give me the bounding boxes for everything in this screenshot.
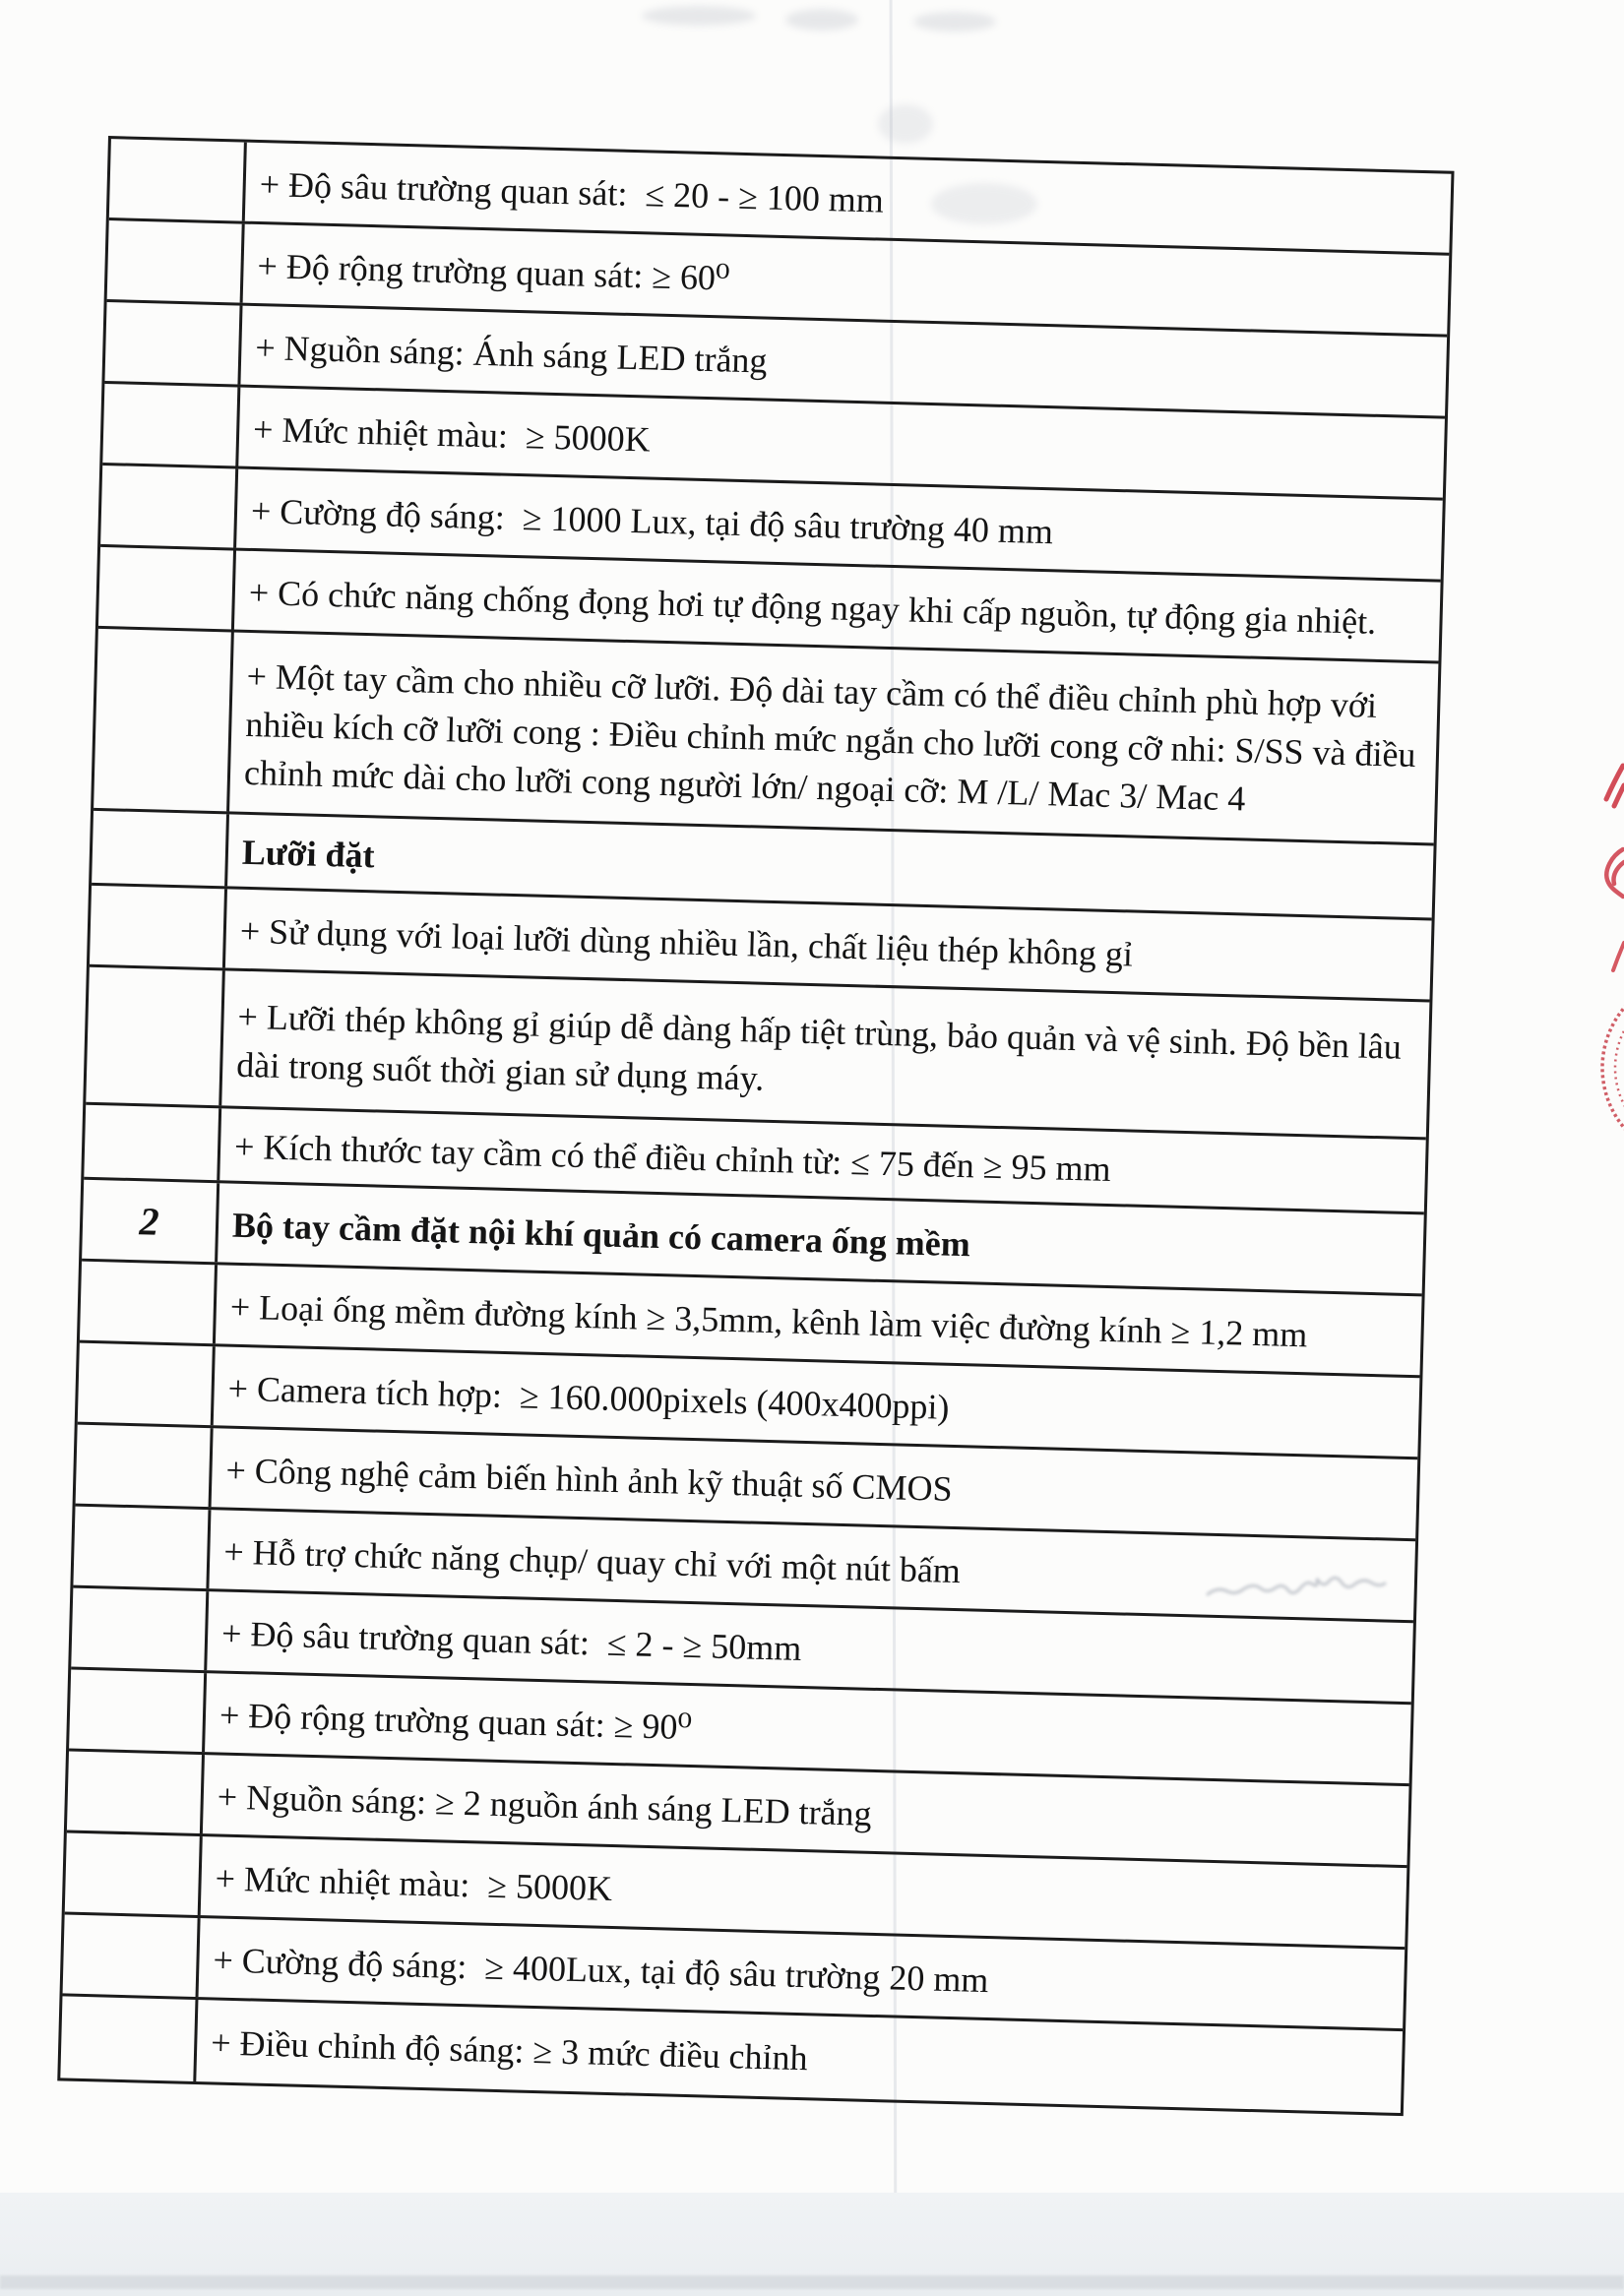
row-number-cell: [104, 302, 242, 385]
row-number-cell: [92, 811, 229, 887]
row-number-cell: [102, 384, 240, 466]
row-number-cell: [63, 1914, 201, 1997]
spec-text: + Công nghệ cảm biến hình ảnh kỹ thuật số CMOS: [225, 1450, 954, 1509]
spec-text: Bộ tay cầm đặt nội khí quản có camera ống mềm: [231, 1205, 971, 1264]
spec-text: + Camera tích hợp: ≥ 160.000pixels (400x400ppi): [227, 1368, 951, 1427]
red-check-mark: [1613, 943, 1624, 970]
row-number-cell: [67, 1752, 205, 1834]
spec-text: + Kích thước tay cầm có thể điều chỉnh từ: ≤ 75 đến ≥ 95 mm: [233, 1126, 1112, 1190]
row-number-cell: [98, 547, 236, 630]
scan-smudge: [878, 104, 933, 144]
spec-text: + Độ sâu trường quan sát: ≤ 20 - ≥ 100 mm: [259, 163, 885, 220]
spec-text: + Độ rộng trường quan sát: ≥ 90⁰: [219, 1695, 693, 1747]
row-number-cell: [84, 1105, 221, 1181]
row-number-cell: [60, 1996, 198, 2081]
row-number-cell: [65, 1832, 203, 1915]
spec-text: + Loại ống mềm đường kính ≥ 3,5mm, kênh làm việc đường kính ≥ 1,2 mm: [229, 1286, 1308, 1354]
row-number-cell: [76, 1425, 214, 1508]
row-number-cell: [78, 1343, 216, 1426]
spec-text: + Một tay cầm cho nhiều cỡ lưỡi. Độ dài tay cầm có thể điều chỉnh phù hợp với nhiều kích cỡ lưỡi cong : Điều chỉnh mức ngắn cho lưỡi cong cỡ nhi: S/SS và điều chỉnh mức dài cho lưỡi cong người lớn/ ngoại cỡ: M /L/ Mac 3/ Mac 4: [243, 655, 1417, 818]
spec-text: + Độ rộng trường quan sát: ≥ 60⁰: [257, 245, 730, 298]
row-number-cell: [73, 1507, 211, 1589]
scan-smudge: [913, 12, 996, 31]
spec-text: + Nguồn sáng: Ánh sáng LED trắng: [254, 327, 769, 381]
row-number-cell: [69, 1670, 207, 1753]
spec-text: + Mức nhiệt màu: ≥ 5000K: [252, 408, 652, 460]
spec-text: Lưỡi đặt: [241, 832, 376, 876]
spec-text: + Mức nhiệt màu: ≥ 5000K: [215, 1857, 613, 1908]
row-number-cell: [94, 629, 234, 812]
row-number-cell: [80, 1262, 218, 1344]
row-number-cell: [109, 139, 247, 221]
row-number-cell: 2: [82, 1180, 219, 1263]
red-signature-squiggle: [1606, 849, 1624, 897]
spec-text-cell: [229, 633, 1438, 843]
spec-text: + Điều chỉnh độ sáng: ≥ 3 mức điều chỉnh: [210, 2022, 809, 2079]
table-row: [94, 629, 1438, 846]
spec-text: + Hỗ trợ chức năng chụp/ quay chỉ với một nút bấm: [222, 1531, 962, 1590]
spec-text: + Độ sâu trường quan sát: ≤ 2 - ≥ 50mm: [220, 1613, 802, 1668]
spec-text: + Cường độ sáng: ≥ 1000 Lux, tại độ sâu trường 40 mm: [250, 490, 1054, 551]
specification-table: [57, 136, 1454, 2116]
spec-text: + Cường độ sáng: ≥ 400Lux, tại độ sâu trường 20 mm: [213, 1939, 989, 2000]
red-annotations-overlay: [1553, 679, 1624, 1191]
spec-text: + Nguồn sáng: ≥ 2 nguồn ánh sáng LED trắng: [217, 1775, 873, 1833]
spec-text: + Lưỡi thép không gỉ giúp dễ dàng hấp tiệt trùng, bảo quản và vệ sinh. Độ bền lâu dài trong suốt thời gian sử dụng máy.: [235, 996, 1403, 1098]
scan-bottom-band-line: [0, 2275, 1624, 2289]
row-number-cell: [107, 220, 245, 303]
spec-text: + Sử dụng với loại lưỡi dùng nhiều lần, chất liệu thép không gỉ: [239, 910, 1134, 974]
red-stamp-arc: [1602, 974, 1624, 1161]
row-number-cell: [86, 967, 225, 1106]
row-number-cell: [100, 465, 238, 548]
red-tick-marks: [1606, 766, 1624, 806]
spec-table-body: [60, 139, 1451, 2113]
scan-smudge: [785, 9, 858, 31]
scan-smudge: [642, 6, 756, 26]
row-number-cell: [71, 1588, 209, 1671]
row-number-cell: [90, 886, 227, 968]
spec-text: + Có chức năng chống đọng hơi tự động ngay khi cấp nguồn, tự động gia nhiệt.: [248, 572, 1377, 642]
